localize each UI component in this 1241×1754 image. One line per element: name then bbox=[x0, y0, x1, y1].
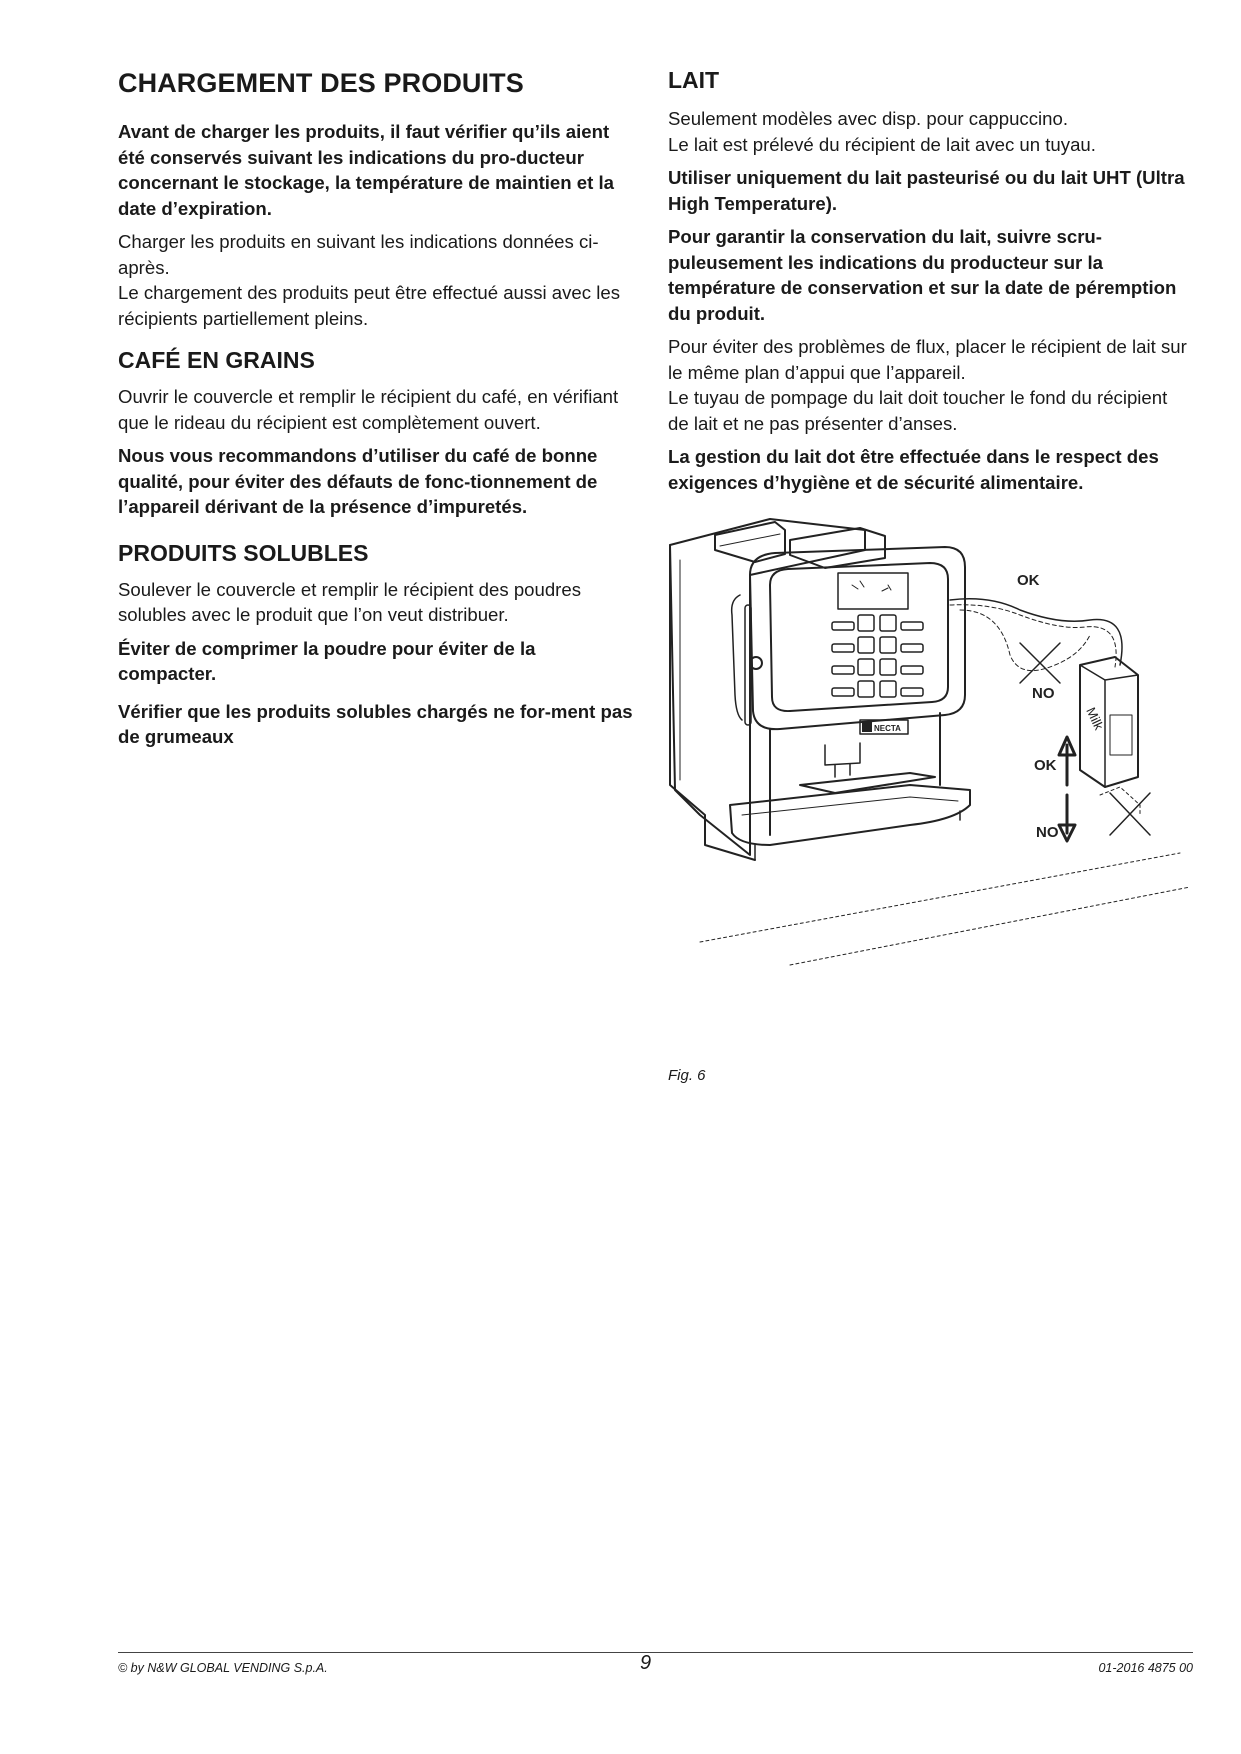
lait-paragraph-2: Le lait est prélevé du récipient de lait avec un tuyau. bbox=[668, 133, 1096, 155]
solubles-warning-1: Éviter de comprimer la poudre pour éviter de la compacter. bbox=[118, 637, 536, 684]
lait-hygiene: La gestion du lait dot être effectuée dans le respect des exigences d’hygiène et de sécurité alimentaire. bbox=[668, 446, 1159, 493]
footer-divider bbox=[118, 1652, 1193, 1653]
carton-label: Milk bbox=[1083, 704, 1107, 733]
figure-caption: Fig. 6 bbox=[668, 1067, 706, 1084]
page-number: 9 bbox=[640, 1652, 652, 1674]
right-column bbox=[668, 60, 1193, 503]
cafe-heading: CAFÉ EN GRAINS bbox=[118, 347, 315, 373]
intro-warning: Avant de charger les produits, il faut vérifier qu’ils aient été conservés suivant les indications du pro-ducteur concernant le stockage, la température de maintien et la date d’expiration. bbox=[118, 121, 615, 219]
lait-heading: LAIT bbox=[668, 67, 720, 93]
ok-hose-label: OK bbox=[1017, 572, 1040, 589]
no-level-label: NO bbox=[1036, 824, 1059, 841]
no-hose-label: NO bbox=[1032, 685, 1055, 702]
intro-paragraph-2: Le chargement des produits peut être effectué aussi avec les récipients partiellement pleins. bbox=[118, 282, 620, 329]
page-title: CHARGEMENT DES PRODUITS bbox=[118, 68, 524, 98]
footer-copyright: © by N&W GLOBAL VENDING S.p.A. bbox=[118, 1661, 328, 1675]
lait-milk-type: Utiliser uniquement du lait pasteurisé ou du lait UHT (Ultra High Temperature). bbox=[668, 167, 1185, 214]
cafe-recommendation: Nous vous recommandons d’utiliser du café de bonne qualité, pour éviter des défauts de fonc-tionnement de l’appareil dérivant de la présence d’impuretés. bbox=[118, 445, 598, 517]
ok-level-label: OK bbox=[1034, 757, 1057, 774]
lait-conservation: Pour garantir la conservation du lait, suivre scru-puleusement les indications du producteur sur la température de conservation et sur la date de péremption du produit. bbox=[668, 226, 1177, 324]
coffee-machine-illustration bbox=[660, 515, 1200, 970]
solubles-heading: PRODUITS SOLUBLES bbox=[118, 539, 369, 566]
lait-paragraph-1: Seulement modèles avec disp. pour cappuccino. bbox=[668, 108, 1069, 129]
cafe-paragraph: Ouvrir le couvercle et remplir le récipient du café, en vérifiant que le rideau du récipient est complètement ouvert. bbox=[118, 386, 619, 433]
lait-paragraph-4: Le tuyau de pompage du lait doit toucher le fond du récipient de lait et ne pas présenter d’anses. bbox=[668, 387, 1168, 434]
left-column bbox=[118, 60, 638, 758]
solubles-warning-2: Vérifier que les produits solubles chargés ne for-ment pas de grumeaux bbox=[118, 700, 633, 747]
intro-paragraph-1: Charger les produits en suivant les indications données ci-après. bbox=[118, 231, 599, 278]
solubles-paragraph: Soulever le couvercle et remplir le récipient des poudres solubles avec le produit que l’on veut distribuer. bbox=[118, 578, 582, 625]
footer-docref: 01-2016 4875 00 bbox=[1098, 1661, 1193, 1675]
brand-label: NECTA bbox=[874, 724, 901, 733]
lait-paragraph-3: Pour éviter des problèmes de flux, placer le récipient de lait sur le même plan d’appui que l’appareil. bbox=[668, 336, 1187, 383]
